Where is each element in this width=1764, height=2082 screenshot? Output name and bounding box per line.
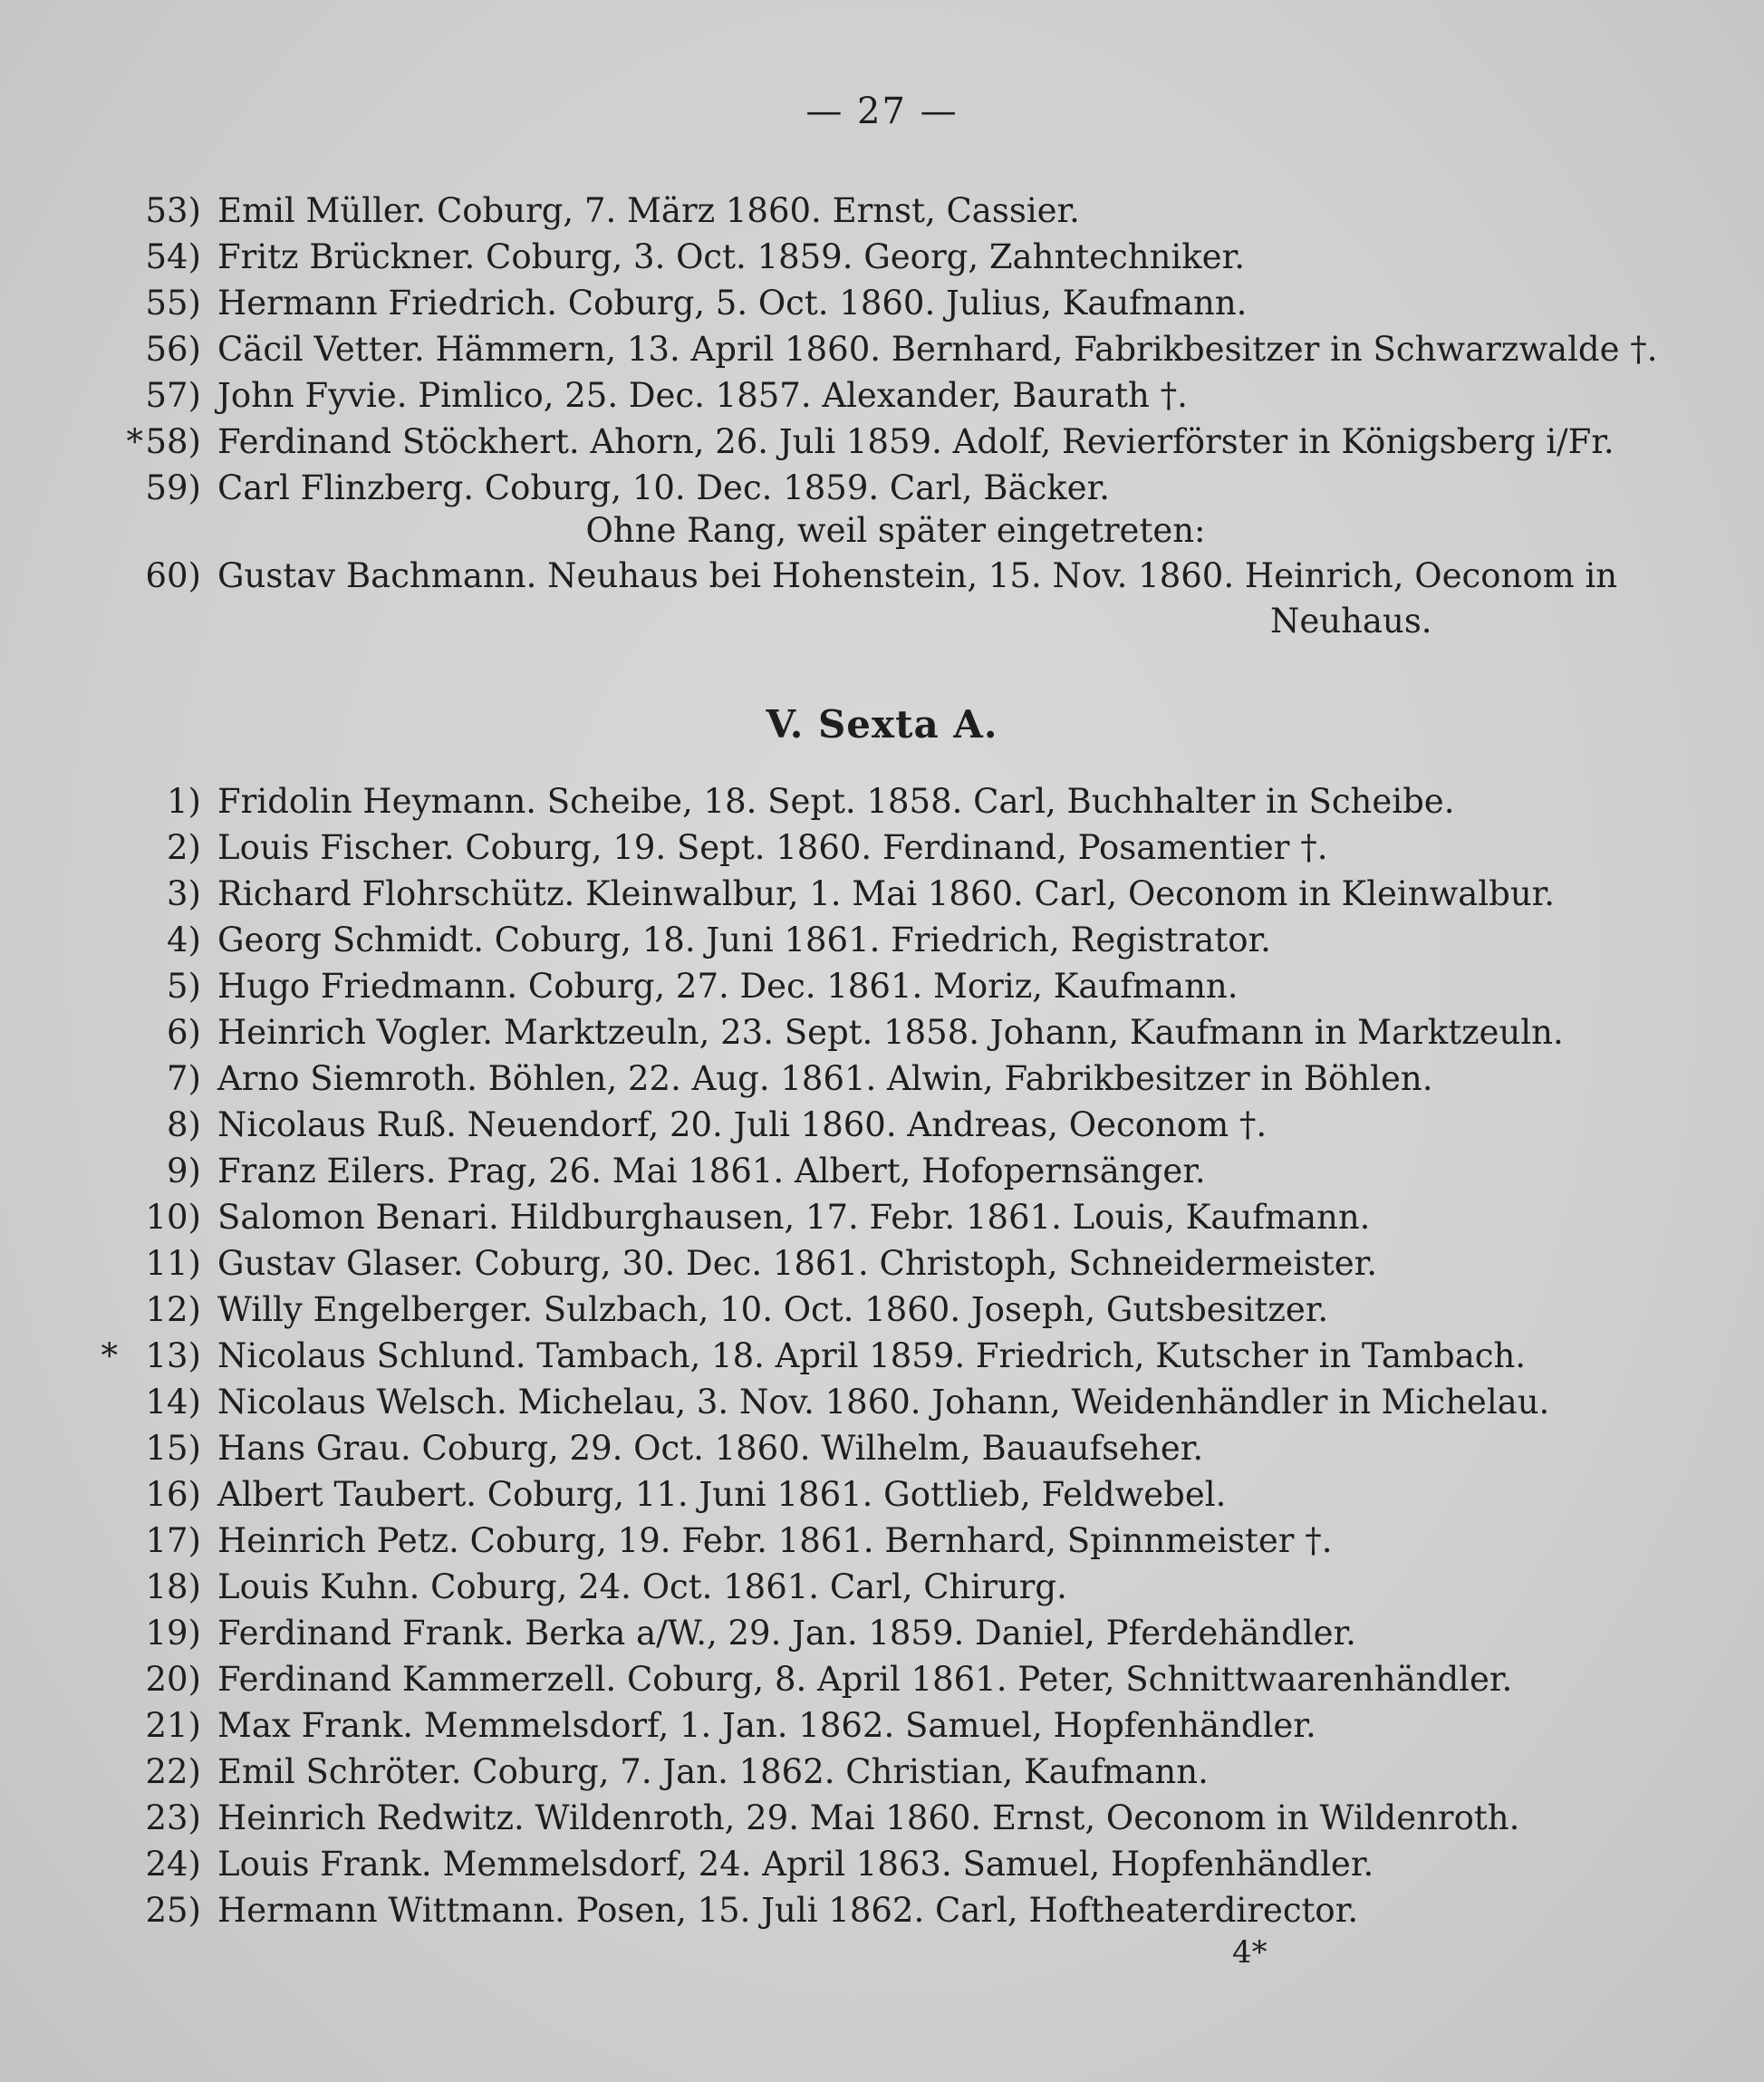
entry-number: 3)	[167, 874, 201, 913]
list-item	[0, 1148, 1764, 1195]
entry-number: 58)	[145, 422, 201, 461]
entry-text: Fritz Brückner. Coburg, 3. Oct. 1859. Georg, Zahntechniker.	[217, 237, 1245, 276]
list-item	[0, 963, 1764, 1010]
entry-text: Hugo Friedmann. Coburg, 27. Dec. 1861. Moriz, Kaufmann.	[217, 967, 1239, 1006]
entry-text: Willy Engelberger. Sulzbach, 10. Oct. 1860. Joseph, Gutsbesitzer.	[217, 1290, 1329, 1329]
entry-number: 25)	[145, 1891, 201, 1930]
entry-number: 57)	[145, 376, 201, 415]
entry-number: 23)	[145, 1798, 201, 1837]
page-number: — 27 —	[805, 91, 959, 132]
asterisk-marker: *	[101, 1336, 118, 1375]
entry-number: 13)	[145, 1336, 201, 1375]
list-item	[0, 824, 1764, 872]
entry-number: 2)	[167, 828, 201, 867]
list-item	[0, 1102, 1764, 1149]
list-item	[0, 1564, 1764, 1611]
entry-number: 16)	[145, 1475, 201, 1514]
ohne-rang-heading: Ohne Rang, weil später eingetreten:	[585, 511, 1206, 550]
entry-text: John Fyvie. Pimlico, 25. Dec. 1857. Alexander, Baurath †.	[217, 376, 1188, 415]
entry-text: Gustav Glaser. Coburg, 30. Dec. 1861. Christoph, Schneidermeister.	[217, 1244, 1378, 1283]
list-item	[0, 1702, 1764, 1749]
entry-number: 5)	[167, 967, 201, 1006]
entry-text: Nicolaus Ruß. Neuendorf, 20. Juli 1860. Andreas, Oeconom †.	[217, 1105, 1268, 1144]
asterisk-marker: *	[126, 422, 143, 461]
entry-number: 56)	[145, 330, 201, 369]
entry-number: 18)	[145, 1567, 201, 1606]
entry-text: Nicolaus Schlund. Tambach, 18. April 1859. Friedrich, Kutscher in Tambach.	[217, 1336, 1527, 1375]
entry-number: 20)	[145, 1660, 201, 1699]
entry-text: Louis Fischer. Coburg, 19. Sept. 1860. Ferdinand, Posamentier †.	[217, 828, 1328, 867]
entry-text: Hans Grau. Coburg, 29. Oct. 1860. Wilhelm, Bauaufseher.	[217, 1429, 1204, 1468]
list-item	[0, 188, 1764, 235]
list-item	[0, 1795, 1764, 1842]
list-item-continuation	[0, 598, 1764, 645]
entry-number: 15)	[145, 1429, 201, 1468]
list-item	[0, 778, 1764, 825]
entry-number: 17)	[145, 1521, 201, 1560]
entry-text: Franz Eilers. Prag, 26. Mai 1861. Albert, Hofopernsänger.	[217, 1152, 1206, 1190]
entry-number: 10)	[145, 1198, 201, 1237]
list-item	[0, 1471, 1764, 1518]
signature-mark: 4*	[1232, 1934, 1268, 1971]
entry-number: 9)	[167, 1152, 201, 1190]
section-title: V. Sexta A.	[766, 702, 998, 747]
list-item	[0, 465, 1764, 512]
list-item	[0, 1287, 1764, 1334]
list-item	[0, 234, 1764, 281]
entry-text: Richard Flohrschütz. Kleinwalbur, 1. Mai 1860. Carl, Oeconom in Kleinwalbur.	[217, 874, 1556, 913]
list-item	[0, 1425, 1764, 1472]
entry-text: Ferdinand Stöckhert. Ahorn, 26. Juli 1859. Adolf, Revierförster in Königsberg i/Fr.	[217, 422, 1615, 461]
list-item	[0, 917, 1764, 964]
list-item	[0, 1887, 1764, 1934]
entry-text: Ferdinand Frank. Berka a/W., 29. Jan. 1859. Daniel, Pferdehändler.	[217, 1614, 1356, 1653]
entry-text: Hermann Friedrich. Coburg, 5. Oct. 1860. Julius, Kaufmann.	[217, 284, 1248, 323]
list-item	[0, 1240, 1764, 1287]
entry-number: 7)	[167, 1059, 201, 1098]
entry-text: Emil Schröter. Coburg, 7. Jan. 1862. Christian, Kaufmann.	[217, 1752, 1209, 1791]
entry-text: Emil Müller. Coburg, 7. März 1860. Ernst, Cassier.	[217, 191, 1080, 230]
entry-text: Ferdinand Kammerzell. Coburg, 8. April 1861. Peter, Schnittwaarenhändler.	[217, 1660, 1513, 1699]
entry-number: 4)	[167, 921, 201, 959]
entry-continuation-text: Neuhaus.	[1270, 602, 1432, 641]
entry-text: Louis Frank. Memmelsdorf, 24. April 1863. Samuel, Hopfenhändler.	[217, 1845, 1374, 1884]
entry-text: Nicolaus Welsch. Michelau, 3. Nov. 1860. Johann, Weidenhändler in Michelau.	[217, 1383, 1550, 1422]
list-item	[0, 871, 1764, 918]
list-item	[0, 326, 1764, 373]
entry-text: Carl Flinzberg. Coburg, 10. Dec. 1859. Carl, Bäcker.	[217, 468, 1110, 507]
list-item	[0, 1379, 1764, 1426]
entry-number: 19)	[145, 1614, 201, 1653]
list-item	[0, 1518, 1764, 1565]
entry-text: Louis Kuhn. Coburg, 24. Oct. 1861. Carl, Chirurg.	[217, 1567, 1067, 1606]
entry-number: 60)	[145, 556, 201, 595]
list-item	[0, 1194, 1764, 1241]
entry-text: Albert Taubert. Coburg, 11. Juni 1861. Gottlieb, Feldwebel.	[217, 1475, 1227, 1514]
entry-number: 54)	[145, 237, 201, 276]
entry-number: 55)	[145, 284, 201, 323]
entry-text: Gustav Bachmann. Neuhaus bei Hohenstein, 15. Nov. 1860. Heinrich, Oeconom in	[217, 556, 1618, 595]
list-item	[0, 553, 1764, 600]
entry-text: Hermann Wittmann. Posen, 15. Juli 1862. Carl, Hoftheaterdirector.	[217, 1891, 1359, 1930]
entry-text: Heinrich Vogler. Marktzeuln, 23. Sept. 1858. Johann, Kaufmann in Marktzeuln.	[217, 1013, 1564, 1052]
entry-number: 12)	[145, 1290, 201, 1329]
entry-text: Salomon Benari. Hildburghausen, 17. Febr. 1861. Louis, Kaufmann.	[217, 1198, 1371, 1237]
entry-number: 8)	[167, 1105, 201, 1144]
list-item	[0, 372, 1764, 419]
entry-number: 1)	[167, 782, 201, 821]
list-item	[0, 1333, 1764, 1380]
entry-text: Arno Siemroth. Böhlen, 22. Aug. 1861. Alwin, Fabrikbesitzer in Böhlen.	[217, 1059, 1433, 1098]
entry-number: 53)	[145, 191, 201, 230]
entry-text: Fridolin Heymann. Scheibe, 18. Sept. 1858. Carl, Buchhalter in Scheibe.	[217, 782, 1455, 821]
list-item	[0, 419, 1764, 466]
list-item	[0, 1841, 1764, 1888]
entry-text: Heinrich Petz. Coburg, 19. Febr. 1861. Bernhard, Spinnmeister †.	[217, 1521, 1333, 1560]
entry-number: 22)	[145, 1752, 201, 1791]
entry-text: Cäcil Vetter. Hämmern, 13. April 1860. Bernhard, Fabrikbesitzer in Schwarzwalde †.	[217, 330, 1658, 369]
list-item	[0, 280, 1764, 327]
entry-number: 59)	[145, 468, 201, 507]
list-item	[0, 1656, 1764, 1703]
entry-number: 14)	[145, 1383, 201, 1422]
entry-text: Max Frank. Memmelsdorf, 1. Jan. 1862. Samuel, Hopfenhändler.	[217, 1706, 1316, 1745]
entry-number: 11)	[145, 1244, 201, 1283]
list-item	[0, 1749, 1764, 1796]
list-item	[0, 1055, 1764, 1103]
entry-number: 21)	[145, 1706, 201, 1745]
list-item	[0, 1009, 1764, 1056]
entry-number: 24)	[145, 1845, 201, 1884]
entry-number: 6)	[167, 1013, 201, 1052]
entry-text: Georg Schmidt. Coburg, 18. Juni 1861. Friedrich, Registrator.	[217, 921, 1271, 959]
list-item	[0, 1610, 1764, 1657]
entry-text: Heinrich Redwitz. Wildenroth, 29. Mai 1860. Ernst, Oeconom in Wildenroth.	[217, 1798, 1520, 1837]
